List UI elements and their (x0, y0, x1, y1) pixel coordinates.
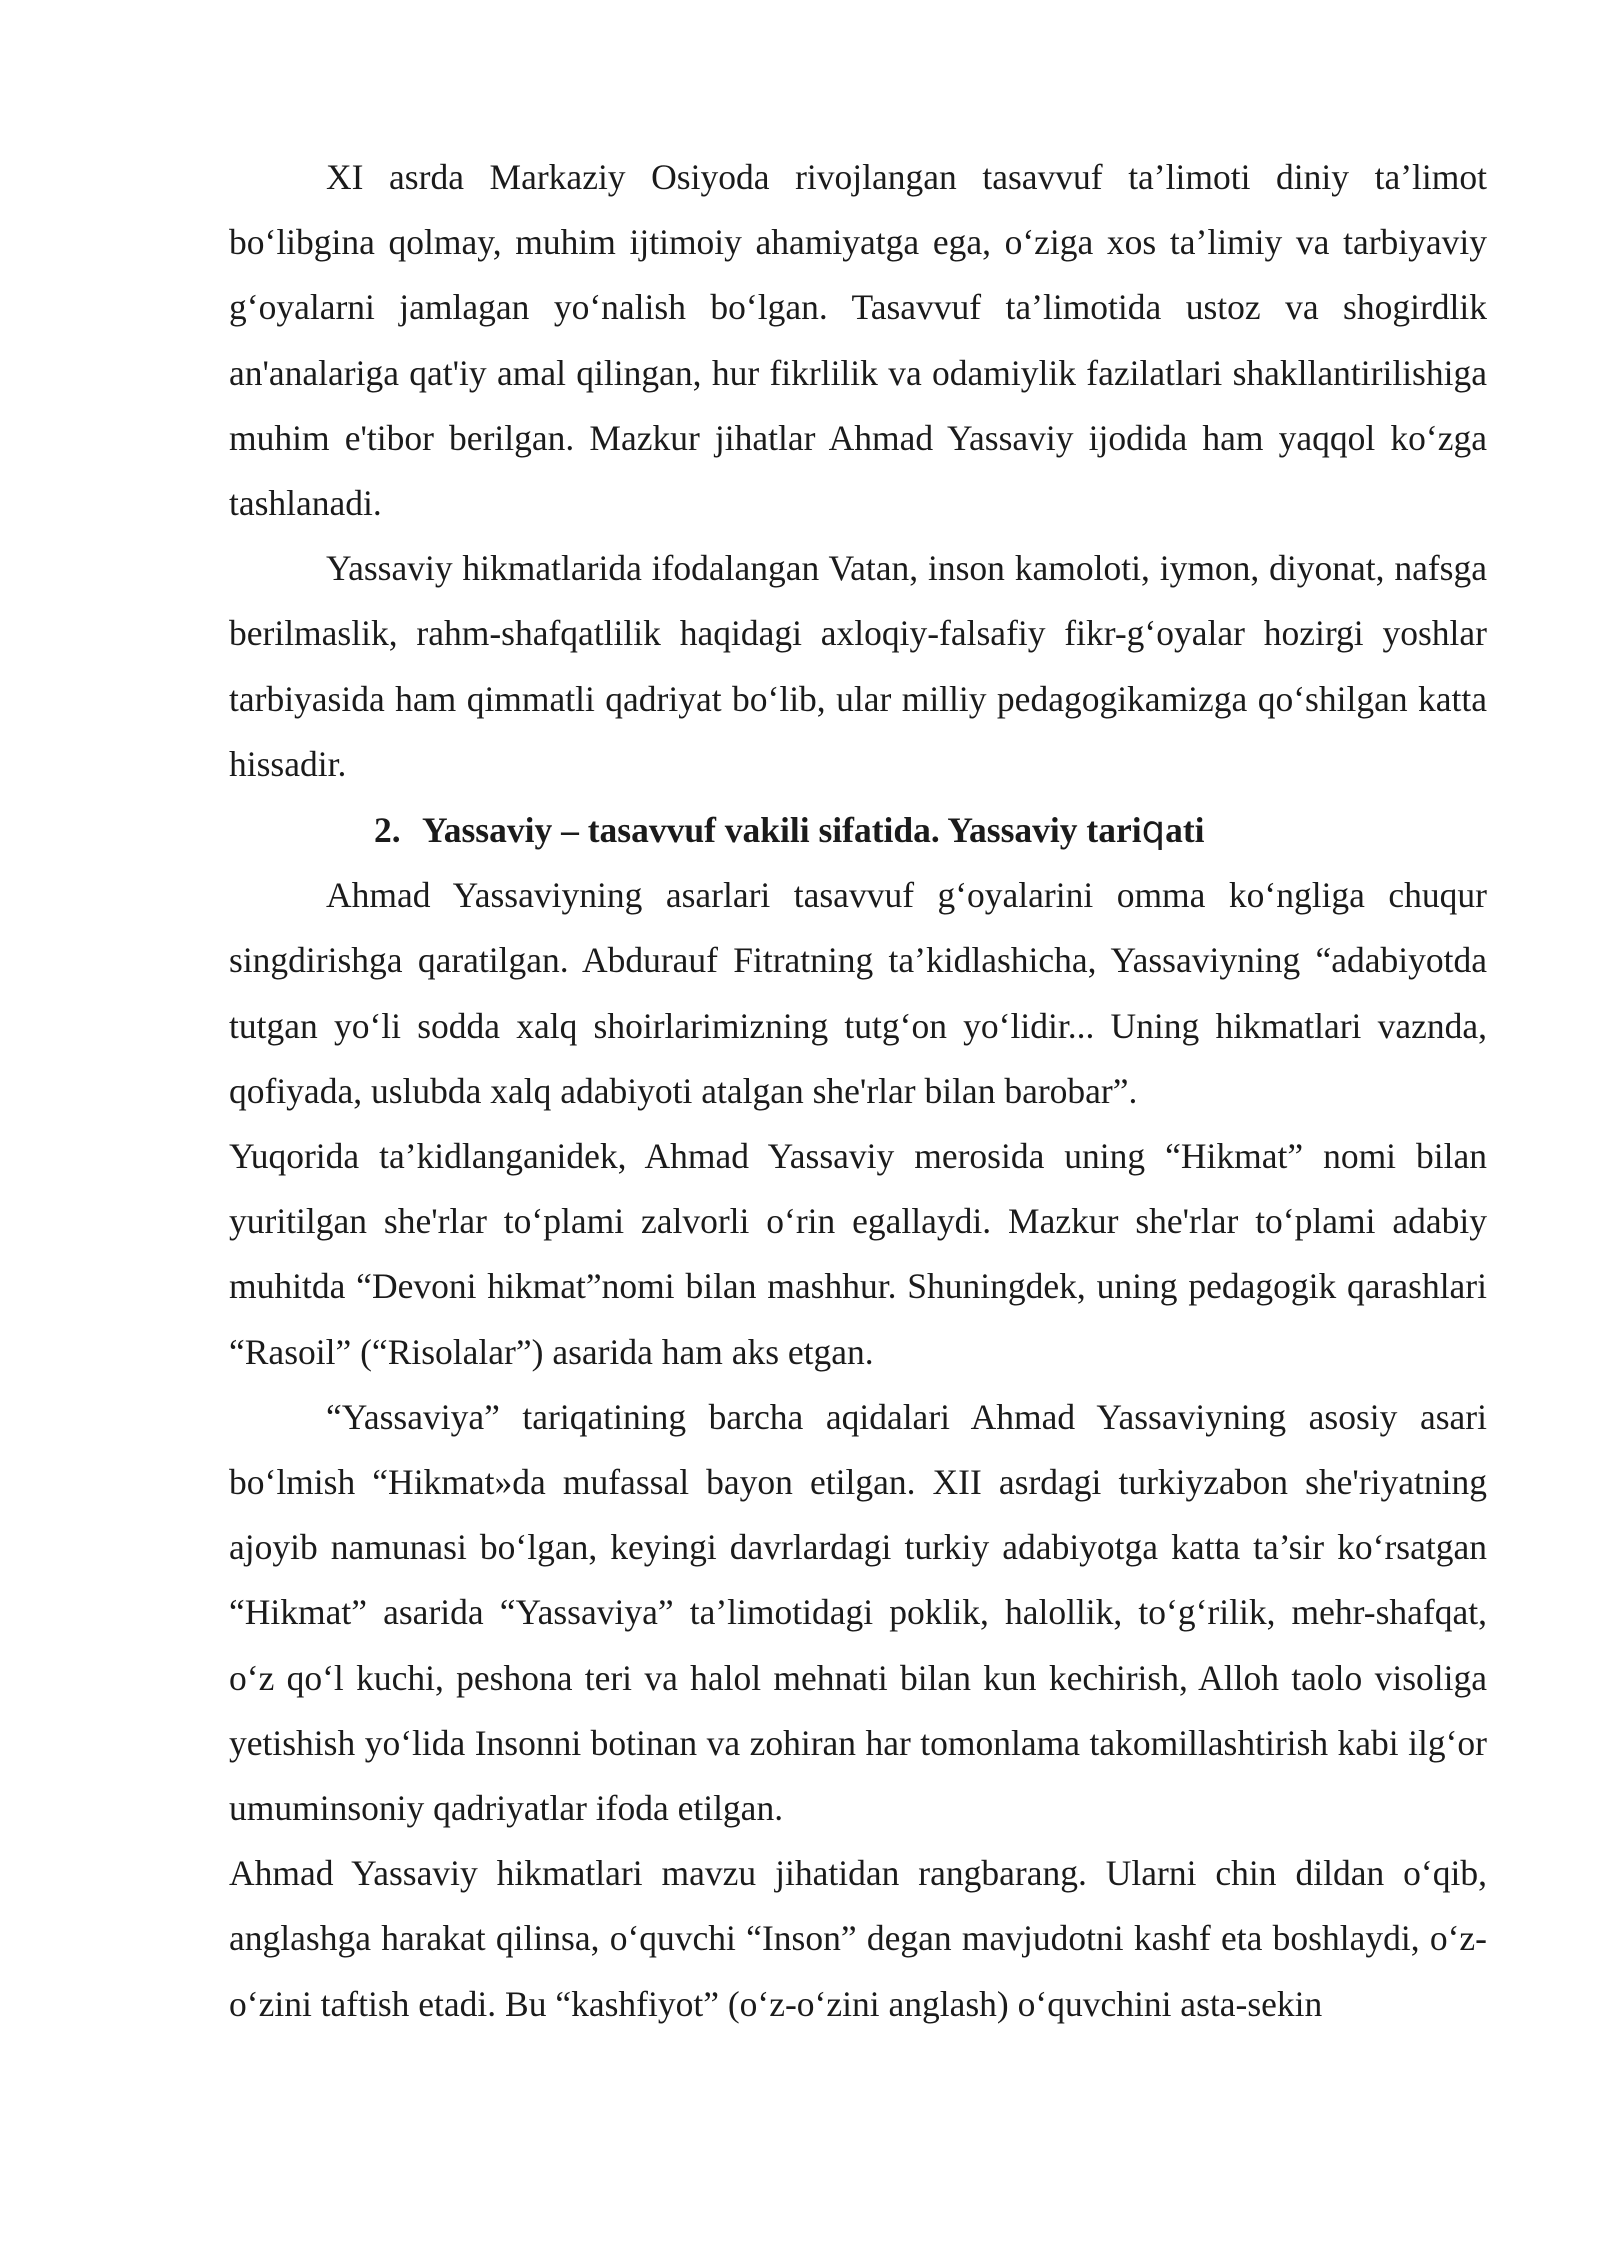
paragraph: Yassaviy hikmatlarida ifodalangan Vatan, inson kamoloti, iymon, diyonat, nafsga berilmaslik, rahm-shafqatlilik haqidagi axloqiy-falsafiy fikr-g‘oyalar hozirgi yoshlar tarbiyasida ham qimmatli qadriyat bo‘lib, ular milliy pedagogikamizga qo‘shilgan katta hissadir. (229, 548, 1487, 784)
heading-text-end: ati (1165, 810, 1205, 851)
page-content (229, 145, 1487, 2037)
heading-text-q: q (1141, 808, 1166, 852)
paragraph: Ahmad Yassaviyning asarlari tasavvuf g‘oyalarini omma ko‘ngliga chuqur singdirishga qaratilgan. Abdurauf Fitratning ta’kidlashicha, Yassaviyning “adabiyotda tutgan yo‘li sodda xalq shoirlarimizning tutg‘on yo‘lidir... Uning hikmatlari vaznda, qofiyada, uslubda xalq adabiyoti atalgan she'rlar bilan barobar”. (229, 875, 1487, 1111)
heading-text: Yassaviy – tasavvuf vakili sifatida. Yassaviy tari (422, 810, 1142, 851)
section-heading (229, 797, 1487, 863)
paragraph: Yuqorida ta’kidlanganidek, Ahmad Yassaviy merosida uning “Hikmat” nomi bilan yuritilgan she'rlar to‘plami zalvorli o‘rin egallaydi. Mazkur she'rlar to‘plami adabiy muhitda “Devoni hikmat”nomi bilan mashhur. Shuningdek, uning pedagogik qarashlari “Rasoil” (“Risolalar”) asarida ham aks etgan. (229, 1136, 1487, 1372)
paragraph: XI asrda Markaziy Osiyoda rivojlangan tasavvuf ta’limoti diniy ta’limot bo‘libgina qolmay, muhim ijtimoiy ahamiyatga ega, o‘ziga xos ta’limiy va tarbiyaviy g‘oyalarni jamlagan yo‘nalish bo‘lgan. Tasavvuf ta’limotida ustoz va shogirdlik an'analariga qat'iy amal qilingan, hur fikrlilik va odamiylik fazilatlari shakllantirilishiga muhim e'tibor berilgan. Mazkur jihatlar Ahmad Yassaviy ijodida ham yaqqol ko‘zga tashlanadi. (229, 157, 1487, 524)
heading-number: 2. (374, 810, 401, 851)
paragraph: Ahmad Yassaviy hikmatlari mavzu jihatidan rangbarang. Ularni chin dildan o‘qib, anglashga harakat qilinsa, o‘quvchi “Inson” degan mavjudotni kashf eta boshlaydi, o‘z-o‘zini taftish etadi. Bu “kashfiyot” (o‘z-o‘zini anglash) o‘quvchini asta-sekin (229, 1853, 1487, 2024)
paragraph: “Yassaviya” tariqatining barcha aqidalari Ahmad Yassaviyning asosiy asari bo‘lmish “Hikmat»da mufassal bayon etilgan. XII asrdagi turkiyzabon she'riyatning ajoyib namunasi bo‘lgan, keyingi davrlardagi turkiy adabiyotga katta ta’sir ko‘rsatgan “Hikmat” asarida “Yassaviya” ta’limotidagi poklik, halollik, to‘g‘rilik, mehr-shafqat, o‘z qo‘l kuchi, peshona teri va halol mehnati bilan kun kechirish, Alloh taolo visoliga yetishish yo‘lida Insonni botinan va zohiran har tomonlama takomillashtirish kabi ilg‘or umuminsoniy qadriyatlar ifoda etilgan. (229, 1396, 1487, 1829)
